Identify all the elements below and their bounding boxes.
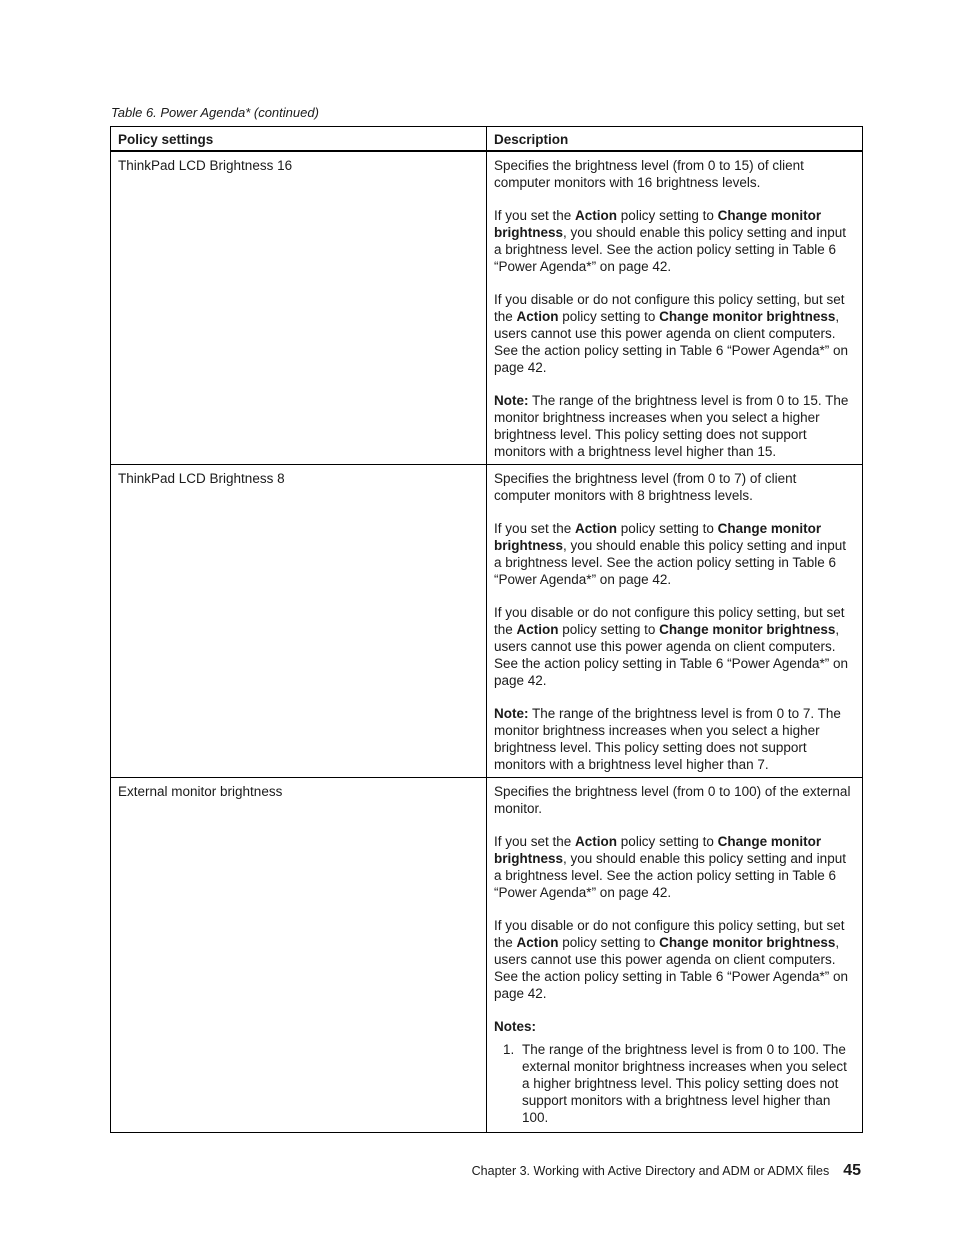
power-agenda-table bbox=[110, 126, 863, 1133]
page-number: 45 bbox=[843, 1162, 861, 1179]
column-header-description: Description bbox=[487, 127, 863, 151]
description-disable: If you disable or do not configure this policy setting, but set the Action policy setting to Change monitor brightness, users cannot use this power agenda on client computers. See the action policy setting in Table 6 “Power Agenda*” on page 42. bbox=[494, 917, 848, 1001]
page-footer bbox=[472, 1162, 861, 1180]
description-cell bbox=[487, 151, 863, 465]
table-row bbox=[111, 464, 863, 777]
description-enable: If you set the Action policy setting to Change monitor brightness, you should enable this policy setting and input a brightness level. See the action policy setting in Table 6 “Power Agenda*” on page 42. bbox=[494, 520, 846, 587]
description-intro: Specifies the brightness level (from 0 to 7) of client computer monitors with 8 brightness levels. bbox=[494, 470, 797, 503]
table-header-row bbox=[111, 127, 863, 151]
policy-setting-cell: ThinkPad LCD Brightness 8 bbox=[111, 464, 487, 777]
table-caption: Table 6. Power Agenda* (continued) bbox=[111, 105, 319, 120]
description-intro: Specifies the brightness level (from 0 to 100) of the external monitor. bbox=[494, 783, 851, 816]
description-enable: If you set the Action policy setting to Change monitor brightness, you should enable this policy setting and input a brightness level. See the action policy setting in Table 6 “Power Agenda*” on page 42. bbox=[494, 833, 846, 900]
description-cell bbox=[487, 464, 863, 777]
description-note: Note: The range of the brightness level is from 0 to 7. The monitor brightness increases when you select a higher brightness level. This policy setting does not support monitors with a brightness level higher than 7. bbox=[494, 705, 841, 772]
column-header-policy-settings: Policy settings bbox=[111, 127, 487, 151]
note-text: The range of the brightness level is from 0 to 100. The external monitor brightness increases when you select a higher brightness level. This policy setting does not support monitors with a brightness level higher than 100. bbox=[522, 1041, 847, 1125]
description-disable: If you disable or do not configure this policy setting, but set the Action policy setting to Change monitor brightness, users cannot use this power agenda on client computers. See the action policy setting in Table 6 “Power Agenda*” on page 42. bbox=[494, 604, 848, 688]
note-label: Note: bbox=[494, 705, 529, 721]
policy-setting-cell: ThinkPad LCD Brightness 16 bbox=[111, 151, 487, 465]
description-intro: Specifies the brightness level (from 0 to 15) of client computer monitors with 16 brightness levels. bbox=[494, 157, 804, 190]
policy-setting-cell: External monitor brightness bbox=[111, 777, 487, 1132]
note-number: 1. bbox=[503, 1041, 515, 1057]
notes-list bbox=[494, 1041, 855, 1126]
table-row bbox=[111, 151, 863, 465]
description-note: Note: The range of the brightness level is from 0 to 15. The monitor brightness increases when you select a higher brightness level. This policy setting does not support monitors with a brightness level higher than 15. bbox=[494, 392, 849, 459]
notes-label: Notes: bbox=[494, 1018, 537, 1034]
table-row bbox=[111, 777, 863, 1132]
description-disable: If you disable or do not configure this policy setting, but set the Action policy setting to Change monitor brightness, users cannot use this power agenda on client computers. See the action policy setting in Table 6 “Power Agenda*” on page 42. bbox=[494, 291, 848, 375]
note-label: Note: bbox=[494, 392, 529, 408]
chapter-title: Chapter 3. Working with Active Directory and ADM or ADMX files bbox=[471, 1164, 830, 1178]
description-enable: If you set the Action policy setting to Change monitor brightness, you should enable this policy setting and input a brightness level. See the action policy setting in Table 6 “Power Agenda*” on page 42. bbox=[494, 207, 846, 274]
list-item bbox=[494, 1041, 855, 1126]
description-cell bbox=[487, 777, 863, 1132]
